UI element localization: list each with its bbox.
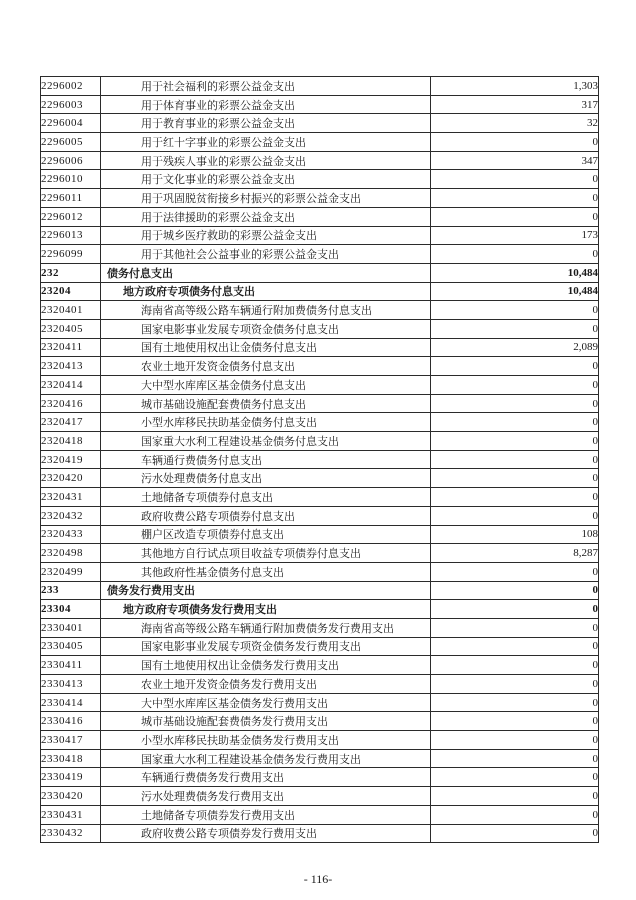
code-cell: 2320411 bbox=[41, 338, 101, 357]
table-row bbox=[41, 787, 599, 806]
table-row bbox=[41, 637, 599, 656]
table-row bbox=[41, 506, 599, 525]
amount-cell: 0 bbox=[431, 413, 599, 432]
name-cell: 大中型水库库区基金债务发行费用支出 bbox=[101, 693, 431, 712]
table-row bbox=[41, 618, 599, 637]
name-cell: 城市基础设施配套费债务发行费用支出 bbox=[101, 712, 431, 731]
amount-cell: 0 bbox=[431, 394, 599, 413]
amount-cell: 0 bbox=[431, 600, 599, 619]
amount-cell: 10,484 bbox=[431, 263, 599, 282]
name-cell: 用于法律援助的彩票公益金支出 bbox=[101, 207, 431, 226]
table-row bbox=[41, 226, 599, 245]
amount-cell: 0 bbox=[431, 469, 599, 488]
budget-table bbox=[40, 76, 599, 843]
table-row bbox=[41, 189, 599, 208]
amount-cell: 0 bbox=[431, 768, 599, 787]
name-cell: 政府收费公路专项债券付息支出 bbox=[101, 506, 431, 525]
code-cell: 2296012 bbox=[41, 207, 101, 226]
name-cell: 国有土地使用权出让金债务发行费用支出 bbox=[101, 656, 431, 675]
amount-cell: 0 bbox=[431, 731, 599, 750]
name-cell: 用于红十字事业的彩票公益金支出 bbox=[101, 133, 431, 152]
name-cell: 大中型水库库区基金债务付息支出 bbox=[101, 376, 431, 395]
name-cell: 车辆通行费债务发行费用支出 bbox=[101, 768, 431, 787]
table-row bbox=[41, 581, 599, 600]
code-cell: 2330416 bbox=[41, 712, 101, 731]
amount-cell: 0 bbox=[431, 301, 599, 320]
name-cell: 用于残疾人事业的彩票公益金支出 bbox=[101, 151, 431, 170]
table-row bbox=[41, 245, 599, 264]
table-row bbox=[41, 712, 599, 731]
code-cell: 2296011 bbox=[41, 189, 101, 208]
page-number: - 116- bbox=[303, 872, 333, 886]
code-cell: 2296006 bbox=[41, 151, 101, 170]
code-cell: 2320433 bbox=[41, 525, 101, 544]
code-cell: 2330405 bbox=[41, 637, 101, 656]
name-cell: 其他地方自行试点项目收益专项债券付息支出 bbox=[101, 544, 431, 563]
name-cell: 用于社会福利的彩票公益金支出 bbox=[101, 77, 431, 96]
name-cell: 车辆通行费债务付息支出 bbox=[101, 450, 431, 469]
amount-cell: 0 bbox=[431, 581, 599, 600]
name-cell: 其他政府性基金债务付息支出 bbox=[101, 562, 431, 581]
table-row bbox=[41, 562, 599, 581]
name-cell: 用于教育事业的彩票公益金支出 bbox=[101, 114, 431, 133]
code-cell: 2296005 bbox=[41, 133, 101, 152]
name-cell: 小型水库移民扶助基金债务发行费用支出 bbox=[101, 731, 431, 750]
amount-cell: 347 bbox=[431, 151, 599, 170]
code-cell: 2296010 bbox=[41, 170, 101, 189]
amount-cell: 0 bbox=[431, 376, 599, 395]
amount-cell: 0 bbox=[431, 637, 599, 656]
table-row bbox=[41, 693, 599, 712]
name-cell: 土地储备专项债券付息支出 bbox=[101, 488, 431, 507]
name-cell: 棚户区改造专项债券付息支出 bbox=[101, 525, 431, 544]
name-cell: 用于巩固脱贫衔接乡村振兴的彩票公益金支出 bbox=[101, 189, 431, 208]
amount-cell: 2,089 bbox=[431, 338, 599, 357]
table-row bbox=[41, 207, 599, 226]
amount-cell: 0 bbox=[431, 805, 599, 824]
code-cell: 2320416 bbox=[41, 394, 101, 413]
table-row bbox=[41, 656, 599, 675]
amount-cell: 0 bbox=[431, 693, 599, 712]
amount-cell: 0 bbox=[431, 170, 599, 189]
table-row bbox=[41, 768, 599, 787]
name-cell: 用于城乡医疗救助的彩票公益金支出 bbox=[101, 226, 431, 245]
code-cell: 2320417 bbox=[41, 413, 101, 432]
table-row bbox=[41, 282, 599, 301]
code-cell: 2330414 bbox=[41, 693, 101, 712]
name-cell: 国家重大水利工程建设基金债务发行费用支出 bbox=[101, 749, 431, 768]
name-cell: 政府收费公路专项债券发行费用支出 bbox=[101, 824, 431, 843]
table-row bbox=[41, 469, 599, 488]
code-cell: 2296099 bbox=[41, 245, 101, 264]
table-row bbox=[41, 301, 599, 320]
table-row bbox=[41, 338, 599, 357]
amount-cell: 108 bbox=[431, 525, 599, 544]
amount-cell: 0 bbox=[431, 618, 599, 637]
name-cell: 污水处理费债务付息支出 bbox=[101, 469, 431, 488]
code-cell: 2330420 bbox=[41, 787, 101, 806]
name-cell: 地方政府专项债务付息支出 bbox=[101, 282, 431, 301]
amount-cell: 0 bbox=[431, 506, 599, 525]
name-cell: 海南省高等级公路车辆通行附加费债务发行费用支出 bbox=[101, 618, 431, 637]
code-cell: 2320401 bbox=[41, 301, 101, 320]
name-cell: 国有土地使用权出让金债务付息支出 bbox=[101, 338, 431, 357]
code-cell: 2320499 bbox=[41, 562, 101, 581]
name-cell: 土地储备专项债券发行费用支出 bbox=[101, 805, 431, 824]
code-cell: 2320413 bbox=[41, 357, 101, 376]
amount-cell: 0 bbox=[431, 656, 599, 675]
code-cell: 2320419 bbox=[41, 450, 101, 469]
amount-cell: 317 bbox=[431, 95, 599, 114]
code-cell: 2330418 bbox=[41, 749, 101, 768]
table-row bbox=[41, 133, 599, 152]
amount-cell: 0 bbox=[431, 675, 599, 694]
table-row bbox=[41, 263, 599, 282]
table-row bbox=[41, 357, 599, 376]
code-cell: 23204 bbox=[41, 282, 101, 301]
table-row bbox=[41, 95, 599, 114]
amount-cell: 0 bbox=[431, 207, 599, 226]
amount-cell: 0 bbox=[431, 432, 599, 451]
name-cell: 国家电影事业发展专项资金债务付息支出 bbox=[101, 319, 431, 338]
code-cell: 2296003 bbox=[41, 95, 101, 114]
table-row bbox=[41, 488, 599, 507]
code-cell: 2296013 bbox=[41, 226, 101, 245]
amount-cell: 8,287 bbox=[431, 544, 599, 563]
code-cell: 2320432 bbox=[41, 506, 101, 525]
code-cell: 2296004 bbox=[41, 114, 101, 133]
code-cell: 2296002 bbox=[41, 77, 101, 96]
name-cell: 农业土地开发资金债务付息支出 bbox=[101, 357, 431, 376]
name-cell: 用于其他社会公益事业的彩票公益金支出 bbox=[101, 245, 431, 264]
table-row bbox=[41, 731, 599, 750]
amount-cell: 173 bbox=[431, 226, 599, 245]
name-cell: 用于文化事业的彩票公益金支出 bbox=[101, 170, 431, 189]
code-cell: 23304 bbox=[41, 600, 101, 619]
table-row bbox=[41, 376, 599, 395]
amount-cell: 0 bbox=[431, 450, 599, 469]
code-cell: 232 bbox=[41, 263, 101, 282]
amount-cell: 0 bbox=[431, 488, 599, 507]
table-row bbox=[41, 170, 599, 189]
name-cell: 用于体育事业的彩票公益金支出 bbox=[101, 95, 431, 114]
code-cell: 2320498 bbox=[41, 544, 101, 563]
amount-cell: 0 bbox=[431, 133, 599, 152]
budget-table-body bbox=[41, 77, 599, 843]
table-row bbox=[41, 675, 599, 694]
code-cell: 2320405 bbox=[41, 319, 101, 338]
table-row bbox=[41, 749, 599, 768]
name-cell: 债务付息支出 bbox=[101, 263, 431, 282]
name-cell: 城市基础设施配套费债务付息支出 bbox=[101, 394, 431, 413]
code-cell: 2330432 bbox=[41, 824, 101, 843]
amount-cell: 0 bbox=[431, 824, 599, 843]
amount-cell: 0 bbox=[431, 787, 599, 806]
table-row bbox=[41, 413, 599, 432]
amount-cell: 0 bbox=[431, 357, 599, 376]
code-cell: 2330413 bbox=[41, 675, 101, 694]
table-row bbox=[41, 824, 599, 843]
code-cell: 233 bbox=[41, 581, 101, 600]
amount-cell: 10,484 bbox=[431, 282, 599, 301]
table-row bbox=[41, 77, 599, 96]
name-cell: 债务发行费用支出 bbox=[101, 581, 431, 600]
table-row bbox=[41, 151, 599, 170]
code-cell: 2320414 bbox=[41, 376, 101, 395]
amount-cell: 0 bbox=[431, 562, 599, 581]
code-cell: 2320420 bbox=[41, 469, 101, 488]
code-cell: 2330411 bbox=[41, 656, 101, 675]
name-cell: 污水处理费债务发行费用支出 bbox=[101, 787, 431, 806]
code-cell: 2330419 bbox=[41, 768, 101, 787]
amount-cell: 0 bbox=[431, 749, 599, 768]
table-row bbox=[41, 432, 599, 451]
amount-cell: 0 bbox=[431, 712, 599, 731]
amount-cell: 0 bbox=[431, 319, 599, 338]
table-row bbox=[41, 805, 599, 824]
table-row bbox=[41, 319, 599, 338]
code-cell: 2330431 bbox=[41, 805, 101, 824]
table-row bbox=[41, 600, 599, 619]
amount-cell: 32 bbox=[431, 114, 599, 133]
amount-cell: 0 bbox=[431, 245, 599, 264]
table-row bbox=[41, 525, 599, 544]
name-cell: 农业土地开发资金债务发行费用支出 bbox=[101, 675, 431, 694]
code-cell: 2330417 bbox=[41, 731, 101, 750]
table-row bbox=[41, 114, 599, 133]
code-cell: 2330401 bbox=[41, 618, 101, 637]
name-cell: 地方政府专项债务发行费用支出 bbox=[101, 600, 431, 619]
name-cell: 国家电影事业发展专项资金债务发行费用支出 bbox=[101, 637, 431, 656]
name-cell: 海南省高等级公路车辆通行附加费债务付息支出 bbox=[101, 301, 431, 320]
table-row bbox=[41, 544, 599, 563]
code-cell: 2320431 bbox=[41, 488, 101, 507]
table-row bbox=[41, 450, 599, 469]
amount-cell: 1,303 bbox=[431, 77, 599, 96]
name-cell: 国家重大水利工程建设基金债务付息支出 bbox=[101, 432, 431, 451]
amount-cell: 0 bbox=[431, 189, 599, 208]
code-cell: 2320418 bbox=[41, 432, 101, 451]
name-cell: 小型水库移民扶助基金债务付息支出 bbox=[101, 413, 431, 432]
table-row bbox=[41, 394, 599, 413]
